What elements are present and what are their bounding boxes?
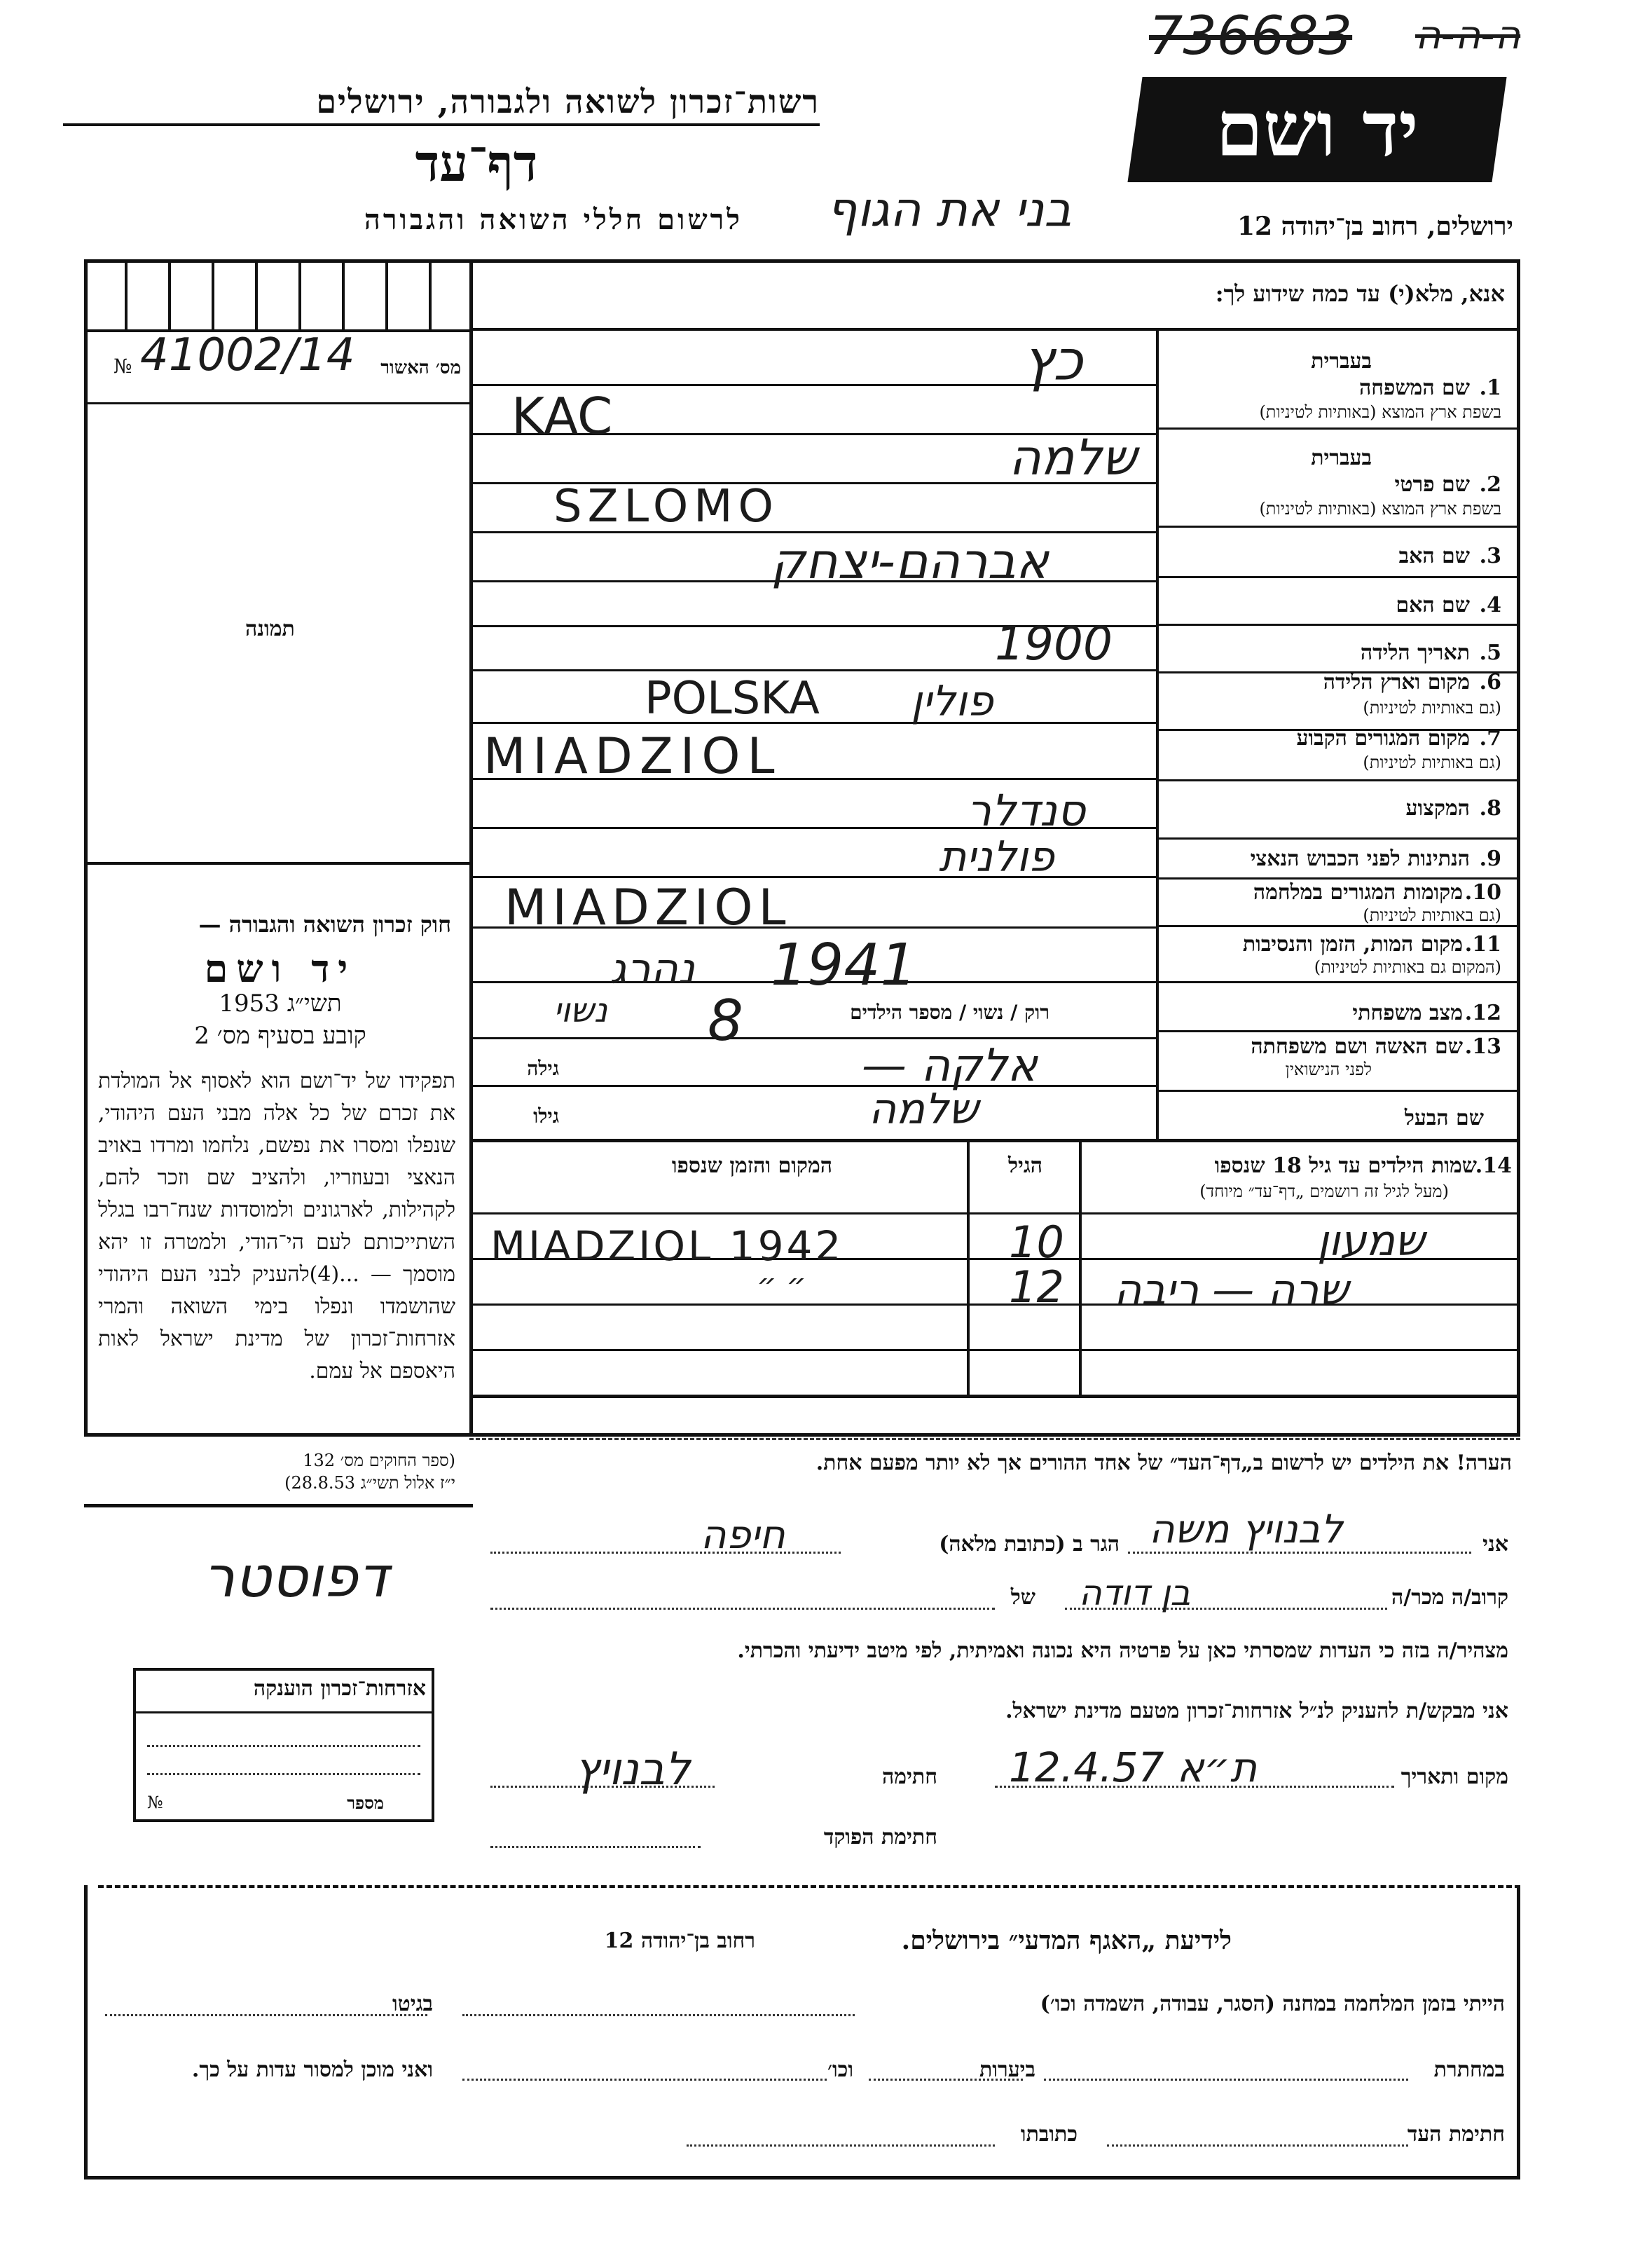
field6-label: מקום וארץ הלידה	[1323, 670, 1470, 694]
footer-line1: הייתי בזמן המלחמה במחנה (הסגר, עבודה, השמדה וכו׳)	[1040, 1992, 1505, 2016]
field2-hebrew-tag: בעברית	[1311, 446, 1372, 470]
footer-heading-addr: רחוב בן־יהודה 12	[604, 1929, 755, 1953]
field9-num: 9.	[1479, 847, 1501, 871]
archive-number: 736683	[1149, 4, 1353, 67]
field12-label: מצב משפחתי	[1352, 1001, 1463, 1025]
decl-place-date-label: מקום ותאריך	[1400, 1765, 1508, 1789]
field1-value-heb: כץ	[1023, 328, 1083, 393]
child-2-name: שרה — ריבה	[1114, 1266, 1349, 1315]
citizenship-number-label: מספר	[347, 1793, 384, 1813]
decl-place-date: 12.4.57 ת״א	[1009, 1744, 1258, 1791]
field13-num: 13.	[1464, 1034, 1501, 1059]
field6-value-lat: POLSKA	[645, 673, 820, 725]
field11-label: מקום המות, הזמן והנסיבות	[1242, 932, 1463, 957]
top-right-mark: ה-ה-ה	[1415, 13, 1521, 58]
law-source-date: י״ז אלול תשי״ג 28.8.53)	[284, 1473, 455, 1493]
field13-label: שם האשה ושם משפחתה	[1251, 1034, 1463, 1059]
decl-address: חיפה	[701, 1512, 785, 1558]
decl-signature-label: חתימה	[882, 1765, 937, 1789]
field7-value: MIADZIOL	[483, 727, 782, 785]
field7-num: 7.	[1479, 726, 1501, 751]
header-handwritten-note: בני את הגוף	[827, 182, 1072, 238]
intro-text: אנא, מלא(י) עד כמה שידוע לך:	[1215, 280, 1505, 307]
field2-num: 2.	[1479, 472, 1501, 497]
husband-label: שם הבעל	[1404, 1106, 1484, 1130]
field6-num: 6.	[1479, 670, 1501, 694]
child-2-place: ״ ״	[757, 1267, 806, 1303]
law-source: (ספר החוקים מס׳ 132	[303, 1451, 455, 1470]
form-title: דף־עד	[415, 133, 538, 193]
children-num: 14.	[1475, 1154, 1512, 1178]
decl-relation: בן דודה	[1079, 1573, 1191, 1613]
decl-declare-text: מצהיר/ה בזה כי העדות שמסרתי כאן על פרטיה היא נכונה ואמיתית, לפי מיטב ידיעתי והכרתי.	[737, 1638, 1508, 1663]
address: ירושלים, רחוב בן־יהודה 12	[1237, 212, 1513, 241]
children-header-note: (מעל לגיל זה רושמים „דף־עד״ מיוחד)	[1199, 1182, 1449, 1201]
children-header-place: המקום והזמן שנספו	[671, 1154, 832, 1178]
field10-value: MIADZIOL	[504, 879, 792, 936]
field11-value-year: 1941	[771, 932, 917, 999]
field4-num: 4.	[1479, 593, 1501, 617]
field10-sub: (גם באותיות לטיניות)	[1363, 905, 1501, 925]
field10-label: מקומות המגורים במלחמה	[1253, 880, 1463, 905]
decl-i-label: אני	[1482, 1532, 1508, 1556]
decl-signature: לבנויץ	[574, 1744, 691, 1795]
logo-text: יד ושם	[1216, 85, 1419, 174]
field5-label: תאריך הלידה	[1360, 641, 1470, 665]
citizenship-title: אזרחות־זכרון הוענקה	[253, 1676, 426, 1701]
field8-label: המקצוע	[1405, 796, 1470, 821]
field12-children: 8	[708, 988, 743, 1053]
field3-label: שם האב	[1398, 544, 1470, 568]
footer-heading: לידיעת „האגף המדעי״ בירושלים.	[901, 1926, 1232, 1955]
field8-num: 8.	[1479, 796, 1501, 821]
field7-label: מקום המגורים הקבוע	[1296, 726, 1470, 751]
field3-value: אברהם-יצחק	[771, 533, 1049, 590]
approval-label: מס׳ האשור	[380, 357, 461, 378]
field5-num: 5.	[1479, 641, 1501, 665]
field12-value: נשוי	[553, 991, 608, 1030]
note-text: הערה! את הילדים יש לרשום ב„דף־העד״ של אחד ההורים אך לא יותר מפעם אחת.	[815, 1451, 1512, 1475]
footer-line2-c: וכו׳	[827, 2058, 853, 2082]
footer-frame	[84, 1885, 1520, 2180]
decl-relation-label: קרוב/ה מכר/ה	[1391, 1585, 1508, 1610]
footer-line2-a: במחתרת	[1433, 2058, 1505, 2082]
field6-value-heb: פולין	[911, 677, 993, 726]
field13-value: אלקה —	[862, 1040, 1038, 1092]
field1-value-lat: KAC	[511, 387, 613, 446]
field2-label: שם פרטי	[1394, 472, 1470, 497]
husband-field-name: גילו	[533, 1104, 559, 1128]
field4-label: שם האם	[1396, 593, 1470, 617]
law-year: תשי״ג 1953	[219, 990, 342, 1018]
child-1-place: MIADZIOL 1942	[490, 1222, 844, 1270]
yad-vashem-logo	[1127, 77, 1506, 182]
children-header-age: הגיל	[1007, 1154, 1042, 1178]
field13-sub: לפני הנישואין	[1285, 1060, 1372, 1079]
field12-num: 12.	[1464, 1001, 1501, 1025]
law-title: חוק זכרון השואה והגבורה —	[198, 911, 451, 938]
org-name: רשות־זכרון לשואה ולגבורה, ירושלים	[63, 83, 820, 126]
husband-value: שלמה	[869, 1085, 979, 1134]
decl-side-handwritten: דפוסטר	[203, 1545, 389, 1610]
field1-hebrew-tag: בעברית	[1311, 349, 1372, 374]
footer-line2-b: ביערות	[979, 2058, 1035, 2082]
footer-line3-a: חתימת העד	[1407, 2122, 1505, 2147]
child-1-name: שמעון	[1317, 1217, 1425, 1266]
child-1-age: 10	[1009, 1217, 1064, 1268]
field1-num: 1.	[1479, 376, 1501, 400]
citizenship-no-mark: №	[147, 1793, 163, 1812]
footer-line1-end: בגיטו	[392, 1992, 433, 2016]
field10-num: 10.	[1464, 880, 1501, 905]
children-header-names: שמות הילדים עד גיל 18 שנספו	[1214, 1154, 1477, 1178]
field2-value-heb: שלמה	[1009, 429, 1137, 486]
form-subtitle: לרשום חללי השואה והגבורה	[364, 203, 743, 236]
field1-label: שם המשפחה	[1358, 376, 1470, 400]
field2-value-lat: SZLOMO	[553, 481, 779, 533]
field7-sub: (גם באותיות לטיניות)	[1363, 753, 1501, 772]
footer-line2-d: ואני מוכן למסור עדות על כך.	[191, 2058, 433, 2082]
decl-name: לבנויץ משה	[1149, 1507, 1343, 1552]
decl-relation-of: של	[1010, 1585, 1035, 1610]
decl-officer-label: חתימת הפוקד	[823, 1825, 937, 1849]
approval-number: 41002/14	[140, 329, 355, 381]
footer-line3-b: כתובתו	[1020, 2122, 1078, 2147]
field2-sub: בשפת ארץ המוצא (באותיות לטיניות)	[1259, 499, 1501, 519]
field3-num: 3.	[1479, 544, 1501, 568]
field11-value-heb: נהרג	[610, 945, 695, 994]
field9-value: פולנית	[939, 833, 1054, 882]
field12-options: רוק / נשוי / מספר הילדים	[850, 1001, 1049, 1024]
decl-request-text: אני מבקש/ת להעניק לנ״ל אזרחות־זכרון מטעם מדינת ישראל.	[1005, 1699, 1508, 1723]
field5-value: 1900	[995, 617, 1113, 671]
decl-resides-label: הגר ב (כתובת מלאה)	[939, 1532, 1120, 1556]
law-clause: קובע בסעיף מס׳ 2	[194, 1022, 366, 1050]
law-text: תפקידו של יד־ושם הוא לאסוף אל המולדת את זכרם של כל אלה מבני העם היהודי, שנפלו ומסרו את נפשם, נלחמו ומרדו באויב הנאצי ובעוזריו, ולהציב שם וזכר להם, לקהילות, לארגונים ולמוסדות שנח־רבו בגלל השתייכותם לעם הי־הודי, ולמטרה זו יהא מוסמך — ...(4)להעניק לבני העם היהודי שהושמדו ונפלו בימי השואה והמרי אזרחות־זכרון של מדינת ישראל לאות היאספם אל עמם.	[98, 1069, 456, 1383]
field13-field-name: גילה	[527, 1057, 559, 1080]
law-name: יד ושם	[204, 946, 357, 991]
approval-no-mark: №	[113, 355, 132, 378]
field11-num: 11.	[1464, 932, 1501, 957]
child-2-age: 12	[1009, 1261, 1064, 1313]
field6-sub: (גם באותיות לטיניות)	[1363, 698, 1501, 718]
field9-label: הנתינות לפני הכבוש הנאצי	[1250, 847, 1470, 871]
photo-label: תמונה	[245, 617, 295, 641]
field1-sub: בשפת ארץ המוצא (באותיות לטיניות)	[1259, 402, 1501, 422]
field8-value: סנדלר	[967, 785, 1086, 836]
field11-sub: (המקום גם באותיות לטיניות)	[1314, 957, 1501, 977]
